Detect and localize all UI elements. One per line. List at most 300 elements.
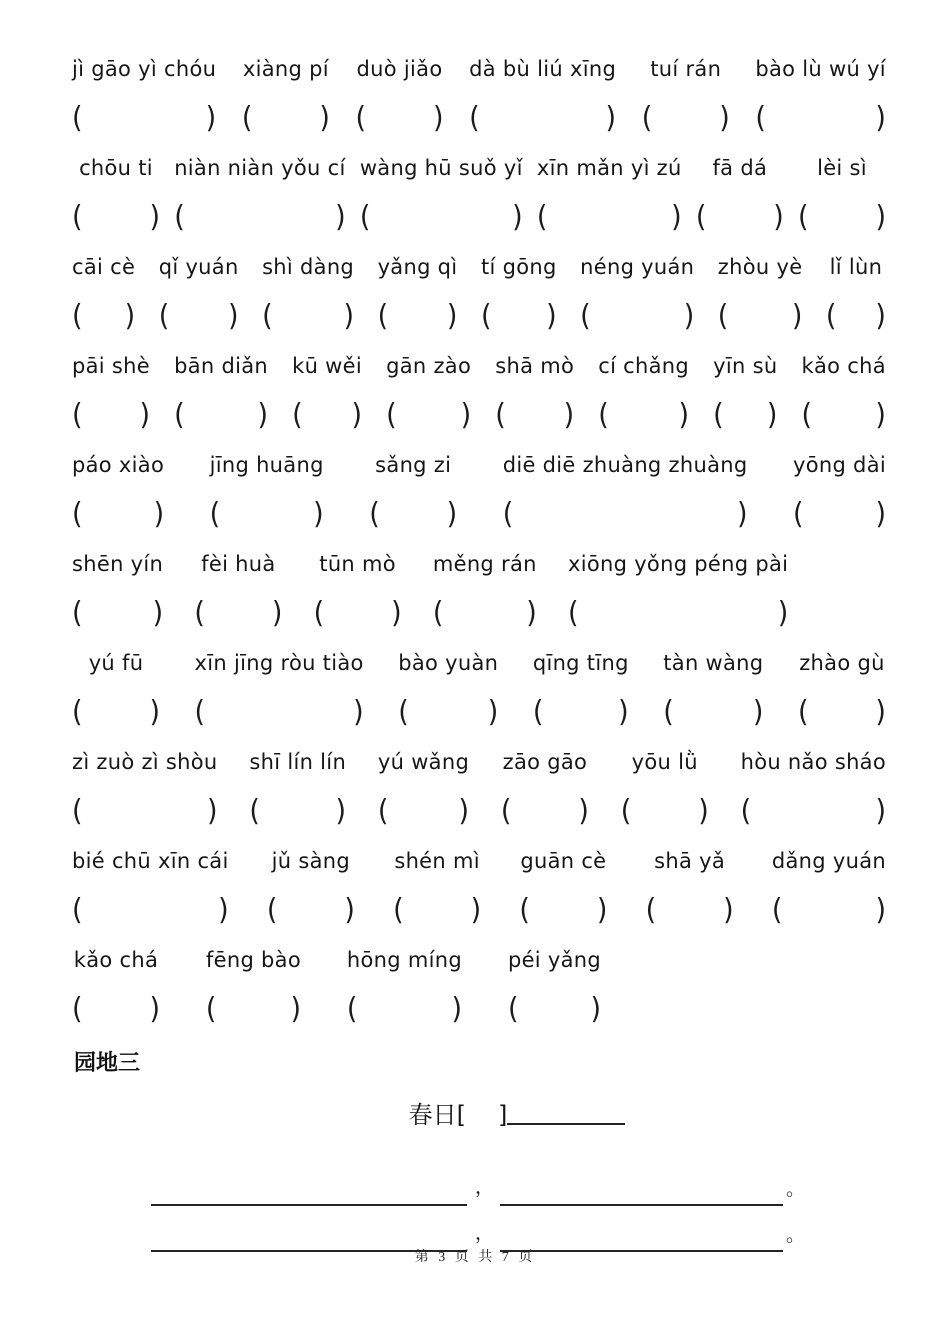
close-paren: ): [875, 299, 886, 334]
word-blank-column: [537, 155, 682, 233]
answer-bracket-blank: [359, 200, 523, 235]
close-paren: ): [460, 398, 472, 433]
close-paren: ): [546, 299, 557, 334]
close-paren: ): [205, 101, 217, 136]
answer-bracket-blank: [532, 695, 629, 730]
open-paren: (: [641, 101, 653, 136]
open-paren: (: [72, 794, 83, 829]
answer-bracket-blank: [502, 497, 748, 532]
answer-bracket-blank: [72, 893, 229, 928]
answer-bracket-blank: [72, 200, 160, 235]
close-paren: ): [777, 596, 789, 631]
answer-bracket-blank: [72, 101, 217, 136]
word-blank-column: [378, 254, 458, 332]
word-blank-column: [798, 155, 886, 233]
comma: ，: [475, 1176, 495, 1198]
pinyin-word: qīng tīng: [532, 651, 629, 675]
pinyin-word: měng rán: [432, 552, 537, 576]
answer-bracket-blank: [641, 101, 730, 136]
close-paren: ): [446, 497, 458, 532]
close-paren: ): [791, 299, 803, 334]
open-paren: (: [174, 200, 185, 235]
word-blank-column: [378, 749, 469, 827]
pinyin-word: péi yǎng: [507, 948, 602, 972]
answer-bracket-blank: [292, 398, 362, 433]
word-blank-column: [533, 650, 629, 728]
pinyin-word: jīng huāng: [209, 453, 324, 477]
close-paren: ): [124, 299, 136, 334]
word-blank-column: [72, 947, 160, 1025]
open-paren: (: [713, 398, 724, 433]
pinyin-word: zì zuò zì shòu: [72, 750, 218, 774]
pinyin-word: bān diǎn: [174, 354, 269, 378]
blank-underline: [151, 1194, 467, 1206]
open-paren: (: [825, 299, 837, 334]
pinyin-word: yǎng qì: [377, 255, 458, 279]
answer-bracket-blank: [695, 200, 784, 235]
pinyin-row: [72, 848, 886, 926]
close-paren: ): [257, 398, 269, 433]
pinyin-row: [72, 353, 886, 431]
word-blank-column: [72, 155, 160, 233]
answer-bracket-blank: [72, 992, 160, 1027]
word-blank-column: [598, 353, 689, 431]
word-blank-column: [242, 56, 330, 134]
word-blank-column: [755, 56, 886, 134]
answer-bracket-blank: [262, 299, 355, 334]
open-paren: (: [695, 200, 707, 235]
word-blank-column: [262, 254, 354, 332]
open-paren: (: [72, 992, 83, 1027]
answer-bracket-blank: [755, 101, 886, 136]
close-paren: ): [678, 398, 690, 433]
word-blank-column: [356, 56, 444, 134]
open-paren: (: [313, 596, 325, 631]
answer-bracket-blank: [72, 299, 136, 334]
word-blank-column: [495, 353, 574, 431]
answer-bracket-blank: [398, 695, 499, 730]
pinyin-row: [72, 551, 788, 629]
word-blank-column: [503, 452, 748, 530]
answer-bracket-blank: [507, 992, 602, 1027]
open-paren: (: [377, 299, 389, 334]
word-blank-column: [433, 551, 537, 629]
open-paren: (: [495, 398, 506, 433]
answer-bracket-blank: [519, 893, 608, 928]
word-blank-column: [772, 848, 886, 926]
word-blank-column: [481, 254, 557, 332]
answer-bracket-blank: [797, 695, 886, 730]
pinyin-word: qǐ yuán: [158, 255, 239, 279]
poem-answer-lines: [72, 1160, 886, 1252]
word-blank-column: [174, 155, 345, 233]
answer-bracket-blank: [713, 398, 778, 433]
close-paren: ): [149, 695, 160, 730]
pinyin-word: páo xiào: [72, 453, 165, 477]
pinyin-word: yōng dài: [792, 453, 886, 477]
word-blank-column: [292, 353, 362, 431]
word-blank-column: [249, 749, 346, 827]
pinyin-word: guān cè: [520, 849, 607, 873]
pinyin-word: kū wěi: [292, 354, 362, 378]
pinyin-word: pāi shè: [72, 354, 150, 378]
word-blank-column: [194, 551, 282, 629]
open-paren: (: [158, 299, 170, 334]
answer-bracket-blank: [72, 596, 164, 631]
open-paren: (: [266, 893, 278, 928]
open-paren: (: [386, 398, 397, 433]
poem-title-line: [110, 1095, 924, 1130]
pinyin-word: hōng míng: [346, 948, 463, 972]
answer-bracket-blank: [740, 794, 886, 829]
open-paren: (: [801, 398, 813, 433]
open-paren: (: [792, 497, 804, 532]
answer-bracket-blank: [369, 497, 458, 532]
answer-bracket-blank: [567, 596, 789, 631]
close-paren: ): [773, 200, 784, 235]
open-paren: (: [580, 299, 591, 334]
close-paren: ): [605, 101, 617, 136]
close-paren: ): [596, 893, 608, 928]
answer-bracket-blank: [393, 893, 482, 928]
pinyin-word: kǎo chá: [73, 948, 159, 972]
open-paren: (: [507, 992, 519, 1027]
word-blank-column: [347, 947, 462, 1025]
period: 。: [786, 1224, 806, 1246]
open-paren: (: [241, 101, 253, 136]
open-paren: (: [797, 695, 809, 730]
pinyin-word: xīn mǎn yì zú: [536, 156, 682, 180]
word-blank-column: [696, 155, 784, 233]
pinyin-word: tàn wàng: [663, 651, 764, 675]
close-paren: ): [752, 695, 764, 730]
open-paren: (: [519, 893, 530, 928]
word-blank-column: [369, 452, 457, 530]
answer-bracket-blank: [386, 398, 472, 433]
close-paren: ): [698, 794, 709, 829]
word-blank-column: [713, 353, 777, 431]
close-paren: ): [723, 893, 734, 928]
close-paren: ): [578, 794, 589, 829]
answer-bracket-blank: [72, 794, 218, 829]
open-paren: (: [755, 101, 766, 136]
pinyin-word: shì dàng: [262, 255, 355, 279]
answer-bracket-blank: [717, 299, 803, 334]
word-blank-column: [267, 848, 355, 926]
word-blank-column: [72, 848, 229, 926]
open-paren: (: [194, 695, 206, 730]
pinyin-word: tí gōng: [480, 255, 557, 279]
pinyin-word: yú wǎng: [377, 750, 470, 774]
open-paren: (: [740, 794, 752, 829]
answer-bracket-blank: [469, 101, 617, 136]
word-blank-column: [72, 254, 135, 332]
close-paren: ): [271, 596, 283, 631]
period: 。: [786, 1178, 806, 1200]
pinyin-word: kǎo chá: [801, 354, 886, 378]
pinyin-word: chōu ti: [79, 156, 153, 180]
pinyin-word: fēng bào: [205, 948, 301, 972]
word-blank-column: [469, 56, 616, 134]
close-paren: ): [391, 596, 402, 631]
author-bracket-open: [: [456, 1101, 466, 1129]
author-bracket-close: ]: [498, 1101, 508, 1129]
close-paren: ): [875, 398, 886, 433]
close-paren: ): [149, 200, 160, 235]
pinyin-word: shā yǎ: [654, 849, 726, 873]
comma: ，: [475, 1222, 495, 1244]
answer-bracket-blank: [313, 596, 402, 631]
pinyin-word: zāo gāo: [502, 750, 588, 774]
word-blank-column: [195, 650, 364, 728]
open-paren: (: [249, 794, 260, 829]
pinyin-word: lǐ lùn: [829, 255, 883, 279]
answer-bracket-blank: [241, 101, 330, 136]
open-paren: (: [536, 200, 548, 235]
pinyin-word: zhào gù: [799, 651, 885, 675]
close-paren: ): [153, 497, 165, 532]
pinyin-word: shén mì: [394, 849, 480, 873]
pinyin-word: shā mò: [495, 354, 575, 378]
pinyin-word: xiàng pí: [242, 57, 329, 81]
word-blank-column: [642, 56, 730, 134]
open-paren: (: [502, 497, 514, 532]
close-paren: ): [671, 200, 682, 235]
open-paren: (: [346, 992, 358, 1027]
close-paren: ): [512, 200, 523, 235]
pinyin-word: dà bù liú xīng: [469, 57, 617, 81]
word-blank-column: [72, 551, 163, 629]
pinyin-word: yú fū: [88, 651, 144, 675]
open-paren: (: [798, 200, 809, 235]
answer-line: [151, 1160, 886, 1206]
answer-bracket-blank: [620, 794, 709, 829]
close-paren: ): [736, 497, 748, 532]
open-paren: (: [72, 200, 83, 235]
pinyin-word: diē diē zhuàng zhuàng: [502, 453, 748, 477]
pinyin-word: zhòu yè: [717, 255, 803, 279]
close-paren: ): [335, 200, 346, 235]
pinyin-word: shēn yín: [72, 552, 164, 576]
pinyin-word: tūn mò: [319, 552, 396, 576]
open-paren: (: [72, 695, 83, 730]
close-paren: ): [766, 398, 778, 433]
open-paren: (: [359, 200, 371, 235]
close-paren: ): [458, 794, 470, 829]
pinyin-word: niàn niàn yǒu cí: [174, 156, 346, 180]
answer-bracket-blank: [580, 299, 695, 334]
close-paren: ): [618, 695, 629, 730]
word-blank-column: [508, 947, 601, 1025]
word-blank-column: [386, 353, 471, 431]
open-paren: (: [480, 299, 492, 334]
answer-bracket-blank: [500, 794, 589, 829]
close-paren: ): [875, 794, 886, 829]
close-paren: ): [351, 398, 362, 433]
word-blank-column: [802, 353, 886, 431]
close-paren: ): [487, 695, 499, 730]
pinyin-word: xīn jīng ròu tiào: [194, 651, 364, 675]
close-paren: ): [875, 497, 886, 532]
word-blank-column: [793, 452, 886, 530]
close-paren: ): [451, 992, 463, 1027]
open-paren: (: [377, 794, 389, 829]
answer-bracket-blank: [72, 398, 150, 433]
close-paren: ): [343, 299, 355, 334]
pinyin-word: duò jiǎo: [356, 57, 443, 81]
section-heading: 园地三: [74, 1051, 141, 1076]
close-paren: ): [152, 596, 164, 631]
open-paren: (: [620, 794, 632, 829]
open-paren: (: [72, 299, 83, 334]
answer-bracket-blank: [377, 299, 458, 334]
close-paren: ): [590, 992, 602, 1027]
pinyin-row: [72, 254, 886, 332]
answer-bracket-blank: [377, 794, 470, 829]
close-paren: ): [526, 596, 537, 631]
pinyin-word: cí chǎng: [598, 354, 690, 378]
open-paren: (: [355, 101, 367, 136]
close-paren: ): [875, 101, 886, 136]
open-paren: (: [72, 893, 83, 928]
pinyin-word: bié chū xīn cái: [72, 849, 229, 873]
close-paren: ): [335, 794, 347, 829]
pinyin-word: jì gāo yì chóu: [72, 57, 217, 81]
word-blank-column: [210, 452, 324, 530]
pinyin-row: [72, 650, 886, 728]
close-paren: ): [719, 101, 730, 136]
pinyin-rows: [72, 56, 886, 1025]
pinyin-word: fā dá: [712, 156, 768, 180]
close-paren: ): [218, 893, 229, 928]
pinyin-word: bào yuàn: [398, 651, 499, 675]
close-paren: ): [446, 299, 458, 334]
answer-bracket-blank: [480, 299, 557, 334]
pinyin-word: bào lù wú yí: [755, 57, 886, 81]
close-paren: ): [319, 101, 330, 136]
answer-bracket-blank: [249, 794, 347, 829]
answer-bracket-blank: [266, 893, 355, 928]
pinyin-word: fèi huà: [201, 552, 276, 576]
answer-bracket-blank: [495, 398, 575, 433]
close-paren: ): [875, 200, 886, 235]
open-paren: (: [72, 101, 83, 136]
word-blank-column: [72, 56, 216, 134]
pinyin-word: hòu nǎo sháo: [740, 750, 886, 774]
page-footer: 第 3 页 共 7 页: [414, 1250, 536, 1265]
answer-bracket-blank: [771, 893, 886, 928]
pinyin-row: [72, 947, 601, 1025]
answer-bracket-blank: [801, 398, 886, 433]
word-blank-column: [568, 551, 788, 629]
open-paren: (: [398, 695, 409, 730]
close-paren: ): [563, 398, 575, 433]
pinyin-word: tuí rán: [650, 57, 722, 81]
pinyin-word: dǎng yuán: [771, 849, 886, 873]
answer-bracket-blank: [174, 200, 346, 235]
word-blank-column: [646, 848, 734, 926]
answer-bracket-blank: [645, 893, 734, 928]
pinyin-word: sǎng zi: [375, 453, 452, 477]
close-paren: ): [353, 695, 364, 730]
answer-bracket-blank: [194, 596, 283, 631]
answer-bracket-blank: [158, 299, 239, 334]
pinyin-row: [72, 452, 886, 530]
pinyin-word: lèi sì: [817, 156, 867, 180]
answer-bracket-blank: [355, 101, 444, 136]
answer-bracket-blank: [209, 497, 324, 532]
open-paren: (: [72, 596, 83, 631]
answer-bracket-blank: [536, 200, 682, 235]
close-paren: ): [290, 992, 301, 1027]
pinyin-row: [72, 155, 886, 233]
answer-bracket-blank: [798, 200, 886, 235]
open-paren: (: [598, 398, 609, 433]
author-blank-underline: [507, 1103, 625, 1125]
open-paren: (: [469, 101, 480, 136]
word-blank-column: [360, 155, 523, 233]
answer-bracket-blank: [663, 695, 764, 730]
pinyin-word: wàng hū suǒ yǐ: [359, 156, 523, 180]
answer-bracket-blank: [598, 398, 690, 433]
open-paren: (: [72, 398, 83, 433]
close-paren: ): [149, 992, 160, 1027]
word-blank-column: [159, 254, 239, 332]
open-paren: (: [717, 299, 729, 334]
word-blank-column: [501, 749, 589, 827]
open-paren: (: [500, 794, 512, 829]
pinyin-word: cāi cè: [72, 255, 136, 279]
open-paren: (: [194, 596, 205, 631]
word-blank-column: [718, 254, 803, 332]
word-blank-column: [72, 650, 160, 728]
answer-bracket-blank: [205, 992, 301, 1027]
word-blank-column: [621, 749, 709, 827]
answer-bracket-blank: [432, 596, 537, 631]
open-paren: (: [72, 497, 83, 532]
answer-bracket-blank: [194, 695, 364, 730]
word-blank-column: [741, 749, 886, 827]
answer-bracket-blank: [72, 497, 165, 532]
word-blank-column: [314, 551, 402, 629]
word-blank-column: [580, 254, 694, 332]
pinyin-word: gān zào: [386, 354, 472, 378]
close-paren: ): [470, 893, 482, 928]
pinyin-word: shī lín lín: [249, 750, 347, 774]
pinyin-word: néng yuán: [580, 255, 695, 279]
blank-underline: [500, 1194, 783, 1206]
word-blank-column: [393, 848, 481, 926]
open-paren: (: [645, 893, 657, 928]
close-paren: ): [875, 695, 886, 730]
pinyin-word: jǔ sàng: [271, 849, 351, 873]
close-paren: ): [875, 893, 886, 928]
open-paren: (: [369, 497, 380, 532]
open-paren: (: [174, 398, 185, 433]
word-blank-column: [519, 848, 607, 926]
answer-bracket-blank: [346, 992, 463, 1027]
word-blank-column: [663, 650, 763, 728]
open-paren: (: [205, 992, 217, 1027]
word-blank-column: [398, 650, 498, 728]
open-paren: (: [262, 299, 273, 334]
close-paren: ): [432, 101, 444, 136]
word-blank-column: [174, 353, 268, 431]
word-blank-column: [72, 353, 150, 431]
close-paren: ): [313, 497, 324, 532]
close-paren: ): [228, 299, 239, 334]
open-paren: (: [209, 497, 221, 532]
